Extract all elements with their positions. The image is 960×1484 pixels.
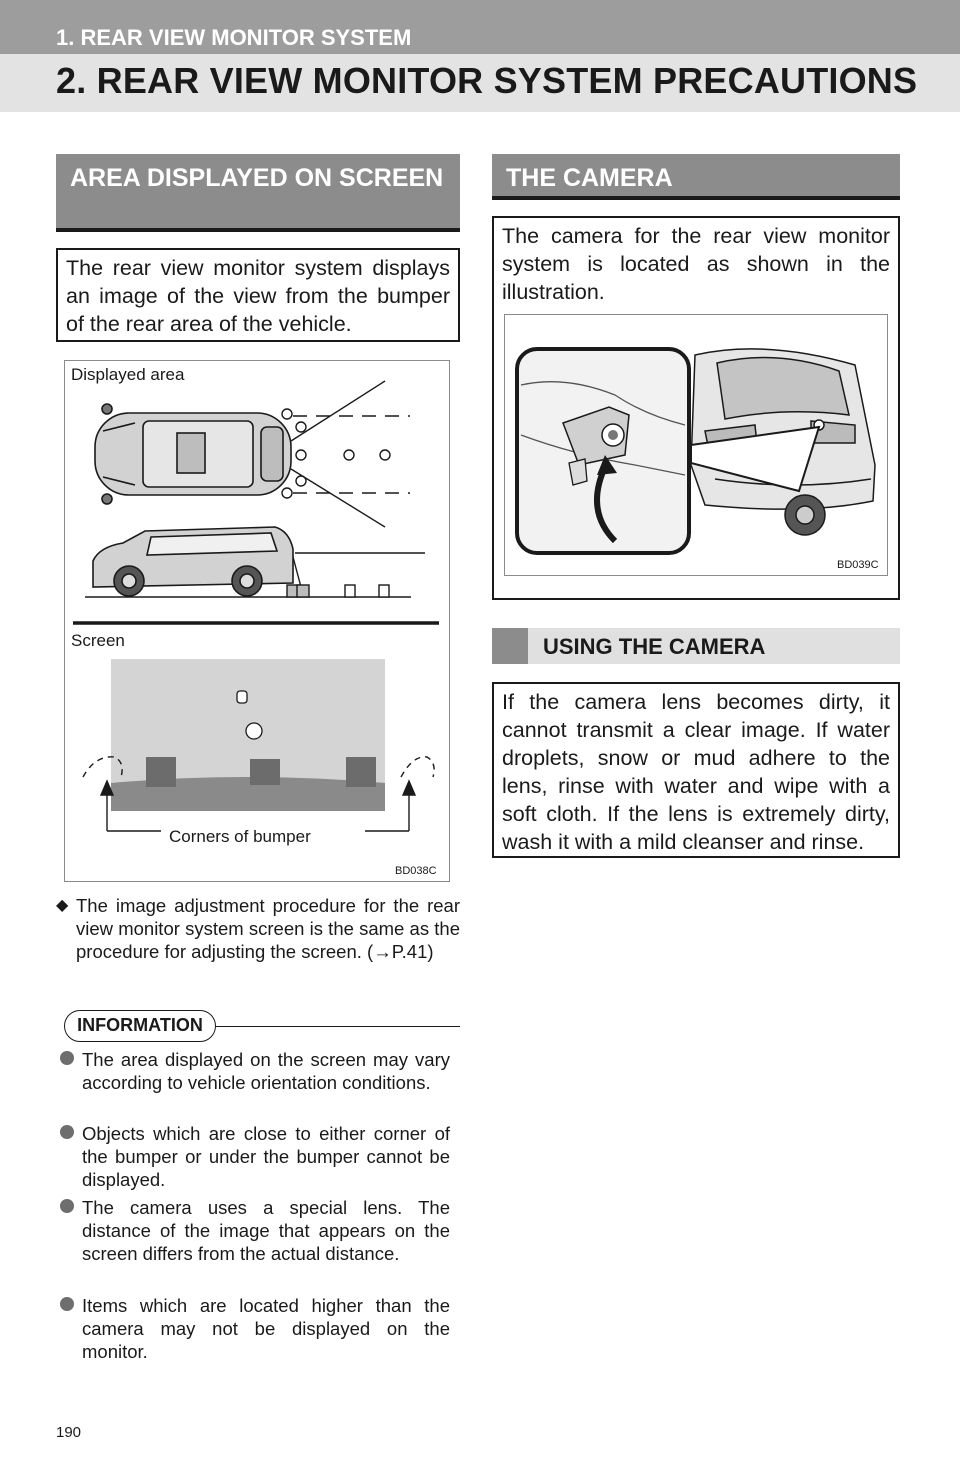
section-label-bar bbox=[0, 0, 960, 54]
displayed-area-figure bbox=[64, 360, 450, 882]
displayed-area-illustration bbox=[65, 361, 451, 883]
using-camera-heading bbox=[492, 628, 900, 664]
camera-figure bbox=[504, 314, 888, 576]
displayed-area-label: Displayed area bbox=[71, 365, 185, 384]
camera-zoom-inset bbox=[517, 349, 689, 553]
camera-body: The camera for the rear view monitor system is located as shown in the illustration. bbox=[502, 224, 890, 304]
figure-code-bd038c: BD038C bbox=[395, 865, 437, 877]
info-item-text: Items which are located higher than the camera may not be displayed on the monitor. bbox=[82, 1295, 450, 1362]
camera-heading-text: THE CAMERA bbox=[506, 164, 673, 192]
area-displayed-heading bbox=[56, 154, 460, 232]
screen-label: Screen bbox=[71, 631, 125, 650]
section-label: 1. REAR VIEW MONITOR SYSTEM bbox=[56, 25, 412, 50]
info-item bbox=[82, 1048, 450, 1094]
using-camera-box bbox=[492, 682, 900, 858]
bullet-dot-icon bbox=[60, 1125, 74, 1139]
info-item bbox=[82, 1294, 450, 1363]
page-reference-link[interactable]: P.41 bbox=[391, 941, 428, 962]
car-top-view bbox=[95, 404, 291, 504]
page-title: 2. REAR VIEW MONITOR SYSTEM PRECAUTIONS bbox=[56, 60, 918, 101]
image-adjustment-note bbox=[56, 894, 460, 963]
bullet-dot-icon bbox=[60, 1199, 74, 1213]
bullet-dot-icon bbox=[60, 1051, 74, 1065]
info-item bbox=[82, 1122, 450, 1191]
page-number: 190 bbox=[56, 1424, 82, 1441]
diamond-bullet-icon: ◆ bbox=[56, 897, 69, 914]
info-item-text: The camera uses a special lens. The distance of the image that appears on the screen differs from the actual distance. bbox=[82, 1197, 450, 1264]
info-item bbox=[82, 1196, 450, 1265]
info-item-text: The area displayed on the screen may vary according to vehicle orientation conditions. bbox=[82, 1049, 450, 1093]
area-displayed-body: The rear view monitor system displays an image of the view from the bumper of the rear area of the vehicle. bbox=[66, 256, 450, 336]
area-displayed-heading-text: AREA DISPLAYED ON SCREEN bbox=[70, 164, 444, 192]
arrow-right-icon: → bbox=[373, 941, 392, 962]
note-text-before: The image adjustment procedure for the rear view monitor system screen is the same as the procedure for adjusting the screen. ( bbox=[76, 895, 460, 962]
car-side-view bbox=[93, 527, 293, 596]
heading-marker bbox=[492, 628, 528, 664]
using-camera-body: If the camera lens becomes dirty, it cannot transmit a clear image. If water droplets, snow or mud adhere to the lens, rinse with water and wipe with a soft cloth. If the lens is extremely dirty, wash it with a mild cleanser and rinse. bbox=[502, 690, 890, 854]
screen-view bbox=[111, 659, 385, 811]
bullet-dot-icon bbox=[60, 1297, 74, 1311]
area-displayed-box bbox=[56, 248, 460, 342]
information-badge: INFORMATION bbox=[64, 1010, 216, 1042]
figure-code-bd039c: BD039C bbox=[837, 559, 879, 571]
camera-illustration bbox=[505, 315, 889, 577]
corners-of-bumper-label: Corners of bumper bbox=[169, 827, 311, 846]
note-text-after: ) bbox=[427, 941, 434, 962]
using-camera-heading-text: USING THE CAMERA bbox=[543, 634, 766, 659]
info-item-text: Objects which are close to either corner of the bumper or under the bumper cannot be displayed. bbox=[82, 1123, 450, 1190]
camera-heading bbox=[492, 154, 900, 200]
